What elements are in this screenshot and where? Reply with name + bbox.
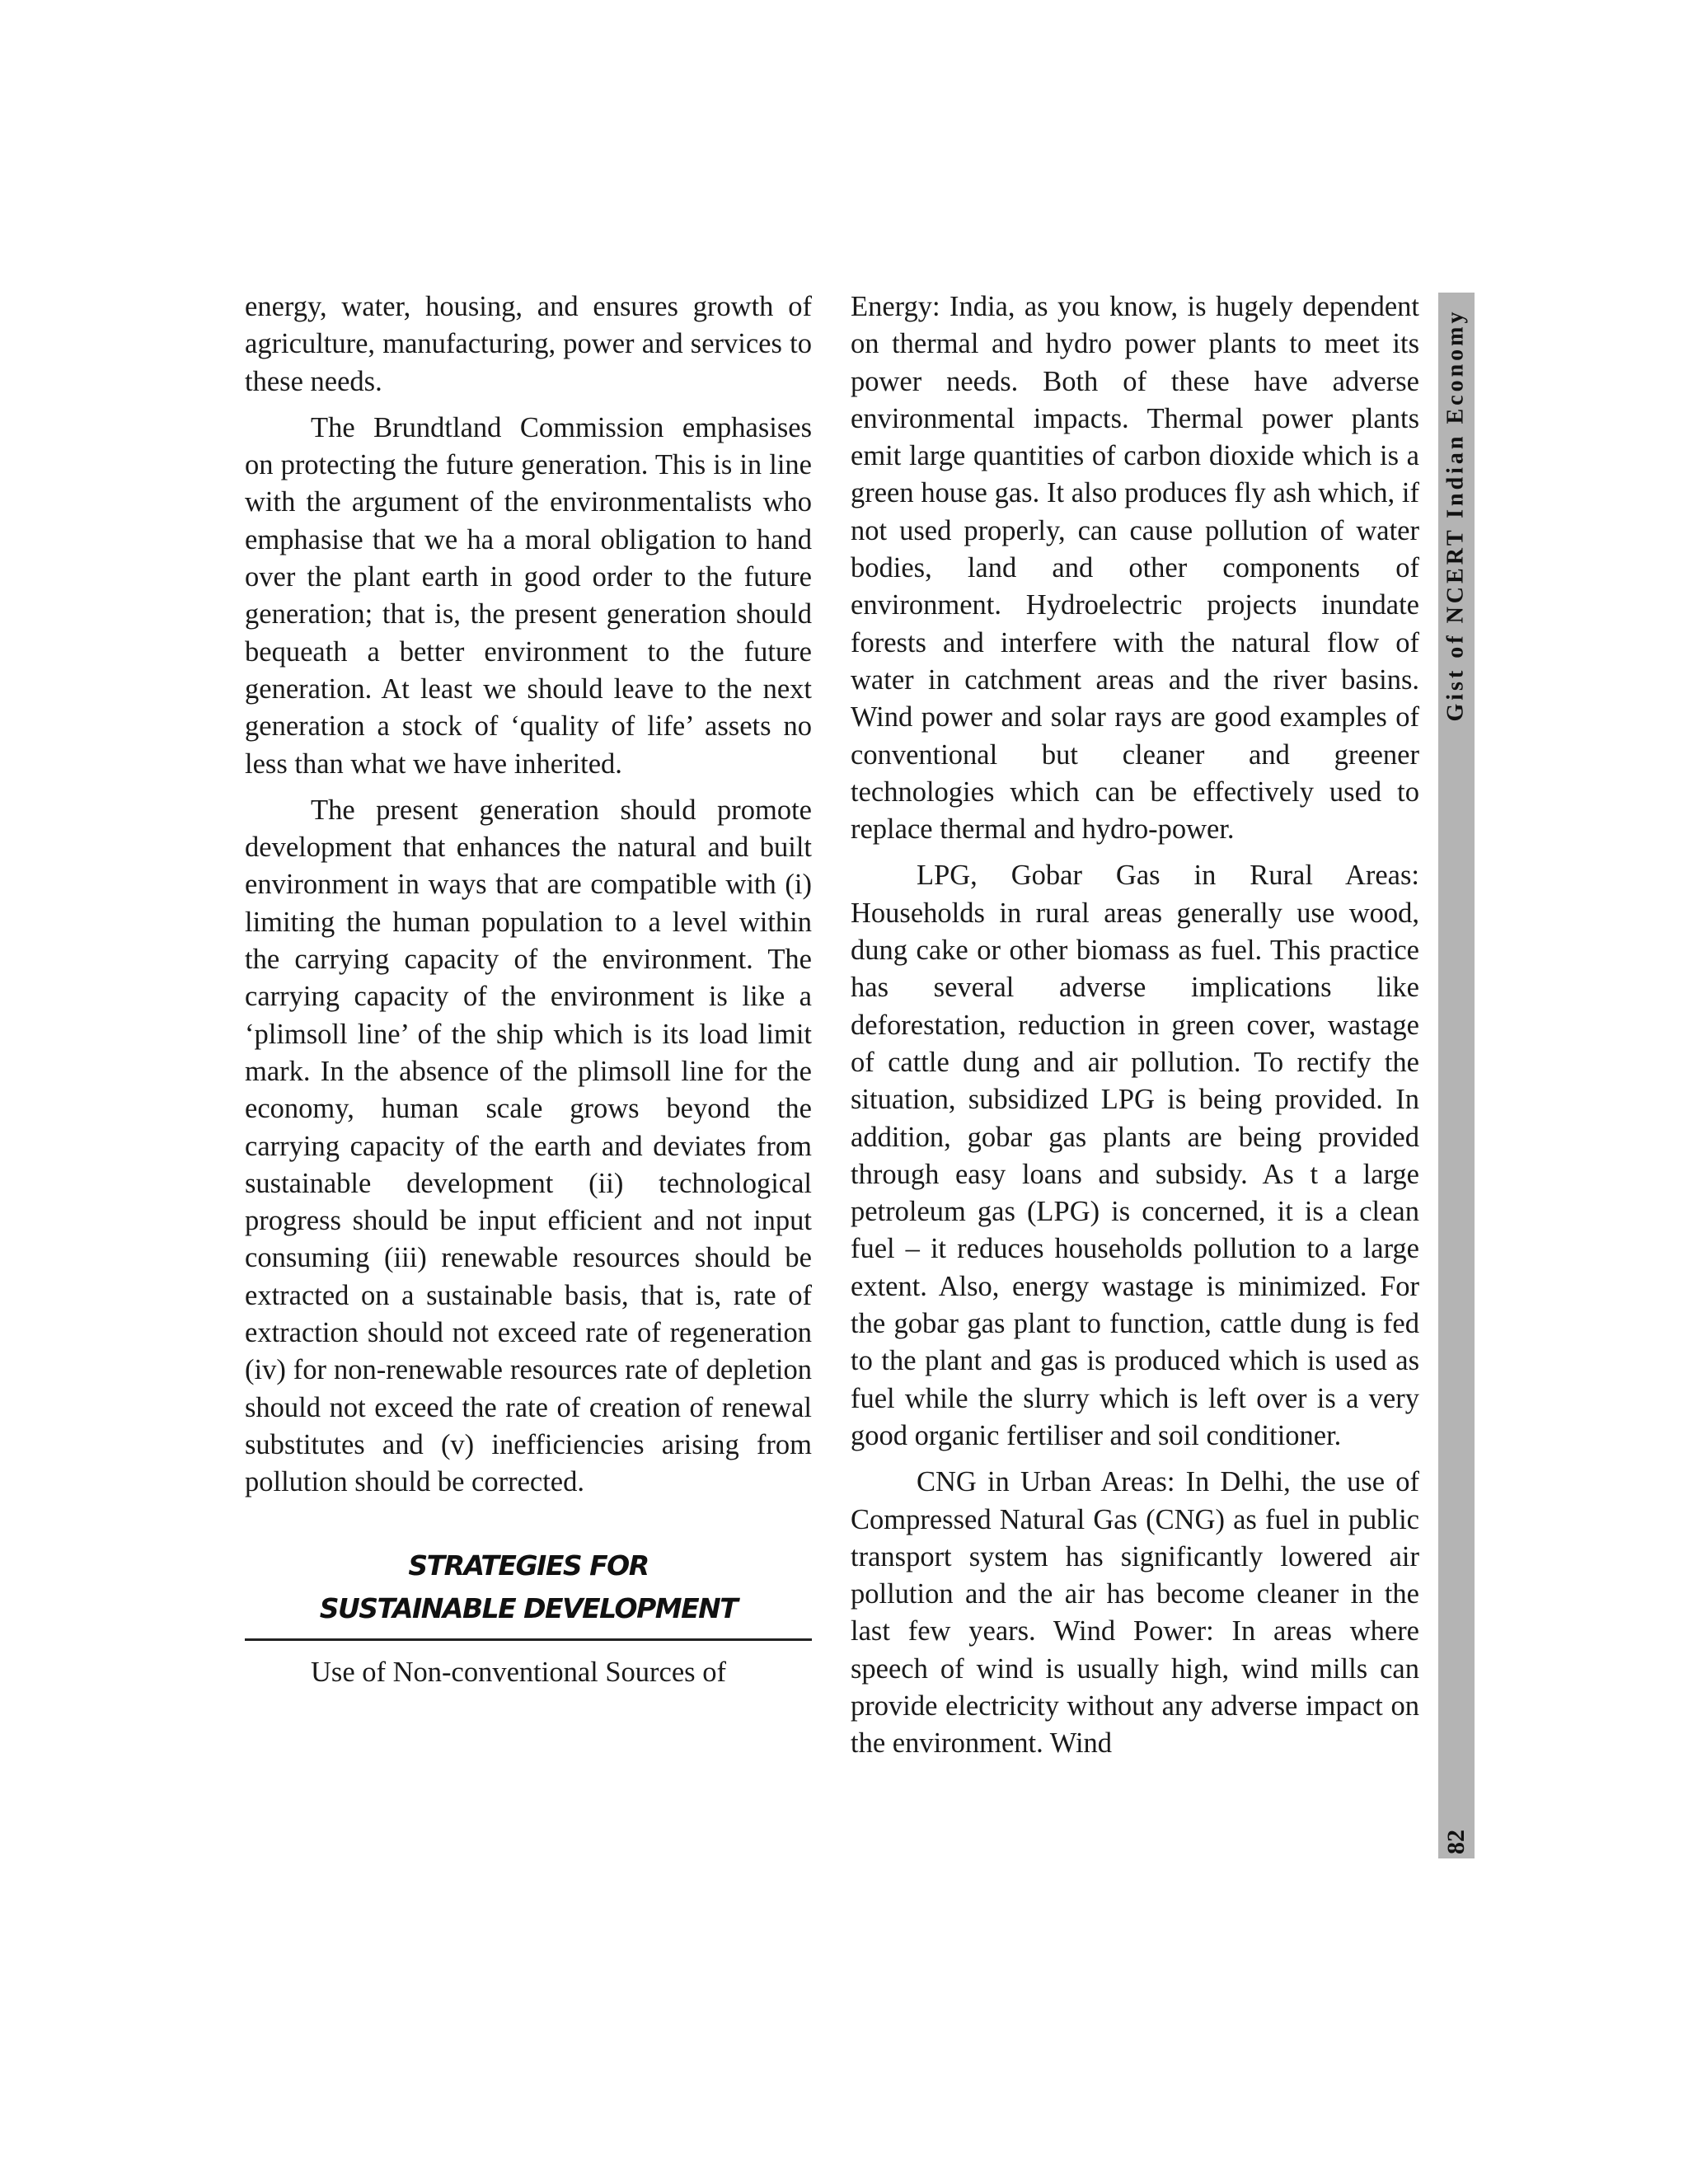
heading-divider bbox=[245, 1638, 812, 1641]
left-paragraph-1: energy, water, housing, and ensures growth of agriculture, manufacturing, power and services to these needs. bbox=[245, 291, 812, 397]
book-title-vertical bbox=[1438, 297, 1475, 733]
right-column bbox=[851, 288, 1419, 1763]
book-title-text: Gist of NCERT Indian Economy bbox=[1443, 308, 1469, 722]
right-paragraph-1: Energy: India, as you know, is hugely dependent on thermal and hydro power plants to meet its power needs. Both of these have adverse environmental impacts. Thermal power plants emit large quantities of carbon dioxide which is a green house gas. It also produces fly ash which, if not used properly, can cause pollution of water bodies, land and other components of environment. Hydroelectric projects inundate forests and interfere with the natural flow of water in catchment areas and the river basins. Wind power and solar rays are good examples of conventional but cleaner and greener technologies which can be effectively used to replace thermal and hydro-power. bbox=[851, 291, 1419, 846]
left-paragraph-3: The present generation should promote development that enhances the natural and built environment in ways that are compatible with (i) limiting the human population to a level within the carrying capacity of the environment. The carrying capacity of the environment is like a ‘plimsoll line’ of the ship which is its load limit mark. In the absence of the plimsoll line for the economy, human scale grows beyond the carrying capacity of the earth and deviates from sustainable development (ii) technological progress should be input efficient and not input consuming (iii) renewable resources should be extracted on a sustainable basis, that is, rate of extraction should not exceed rate of regeneration (iv) for non-renewable resources rate of depletion should not exceed the rate of creation of renewal substitutes and (v) inefficiencies arising from pollution should be corrected. bbox=[245, 794, 812, 1498]
page-number bbox=[1438, 1817, 1475, 1867]
left-paragraph-4: Use of Non-conventional Sources of bbox=[311, 1656, 726, 1688]
left-column bbox=[245, 288, 812, 1691]
section-heading-line-1: STRATEGIES FOR bbox=[408, 1549, 649, 1582]
section-heading bbox=[245, 1544, 812, 1630]
left-paragraph-2: The Brundtland Commission emphasises on protecting the future generation. This is in line with the argument of the environmentalists who emphasise that we ha a moral obligation to hand over the plant earth in good order to the future generation; that is, the present generation should bequeath a better environment to the future generation. At least we should leave to the next generation a stock of ‘quality of life’ assets no less than what we have inherited. bbox=[245, 411, 812, 780]
section-heading-line-2: SUSTAINABLE DEVELOPMENT bbox=[319, 1591, 738, 1624]
right-paragraph-3: CNG in Urban Areas: In Delhi, the use of Compressed Natural Gas (CNG) as fuel in public transport system has significantly lowered air pollution and the air has become cleaner in the last few years. Wind Power: In areas where speech of wind is usually high, wind mills can provide electricity without any adverse impact on the environment. Wind bbox=[851, 1466, 1419, 1760]
page-number-text: 82 bbox=[1442, 1830, 1470, 1854]
right-paragraph-2: LPG, Gobar Gas in Rural Areas: Households in rural areas generally use wood, dung cake or other biomass as fuel. This practice has several adverse implications like deforestation, reduction in green cover, wastage of cattle dung and air pollution. To rectify the situation, subsidized LPG is being provided. In addition, gobar gas plants are being provided through easy loans and subsidy. As t a large petroleum gas (LPG) is concerned, it is a clean fuel – it reduces households pollution to a large extent. Also, energy wastage is minimized. For the gobar gas plant to function, cattle dung is fed to the plant and gas is produced which is used as fuel while the slurry which is left over is a very good organic fertiliser and soil conditioner. bbox=[851, 860, 1419, 1451]
